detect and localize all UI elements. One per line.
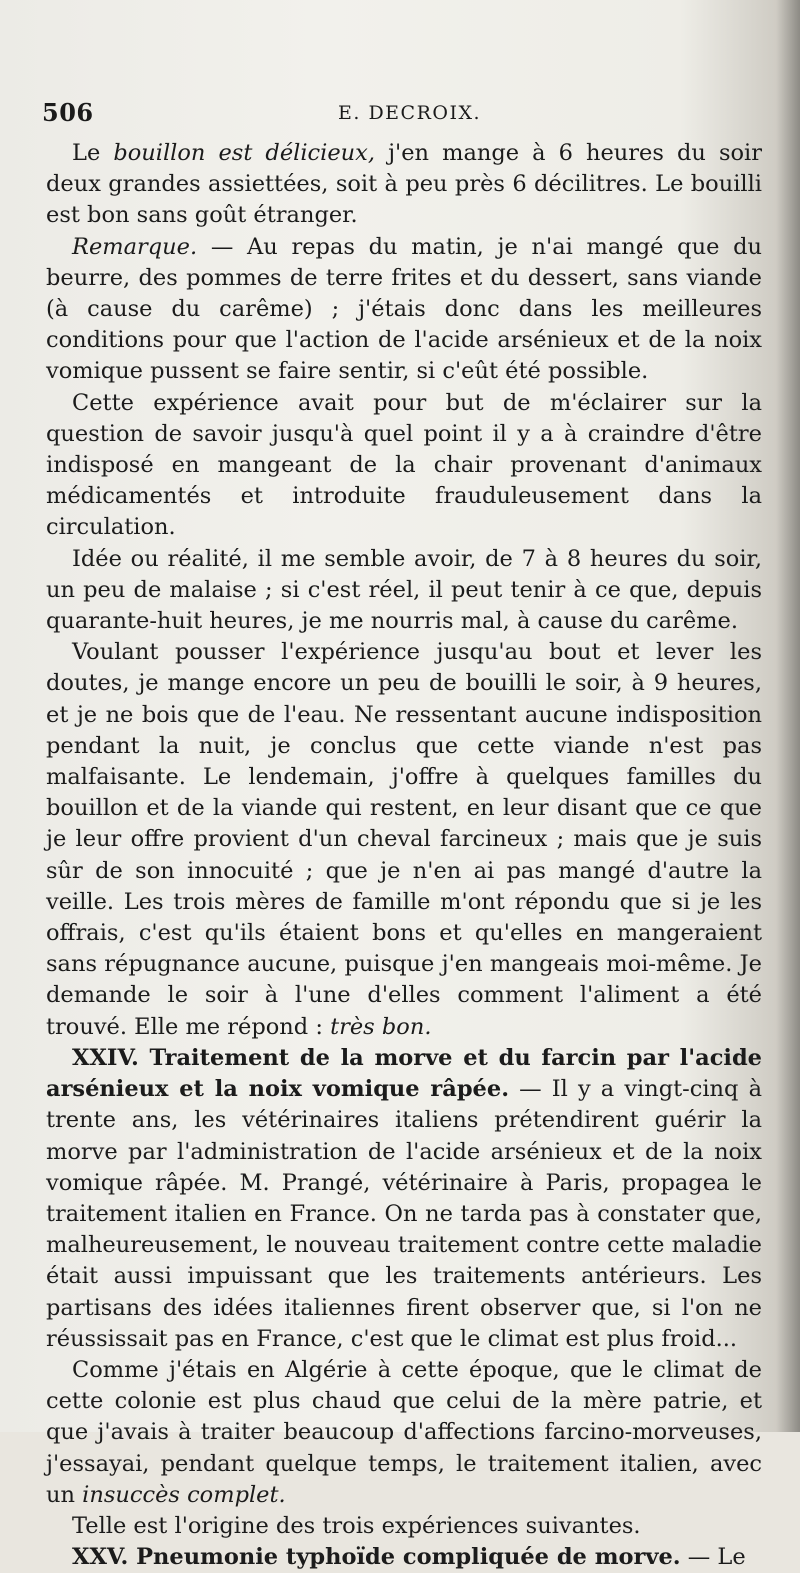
paragraph-experiment-end: Voulant pousser l'expérience jusqu'au bout et lever les doutes, je mange encore un peu de bouilli le soir, à 9 heures, et je ne bois que de l'eau. Ne ressentant aucune indisposition pendant la nuit, je conclus que cette viande n'est pas malfaisante. Le lendemain, j'offre à quelques familles du bouillon et de la viande qui restent, en leur disant que ce que je leur offre provient d'un cheval farcineux ; mais que je suis sûr de son innocuité ; que je n'en ai pas mangé d'autre la veille. Les trois mères de famille m'ont répondu que si je les offrais, c'est qu'ils étaient bons et qu'elles en mangeraient sans répugnance aucune, puisque j'en mangeais moi-même. Je demande le soir à l'une d'elles comment l'aliment a été trouvé. Elle me répond : très bon. bbox=[46, 639, 762, 1040]
paragraph-algerie: Comme j'étais en Algérie à cette époque, que le climat de cette colonie est plus chaud que celui de la mère patrie, et que j'avais à traiter beaucoup d'affections farcino-morveuses, j'essayai, pendant quelque temps, le traitement italien, avec un insuccès complet. bbox=[46, 1356, 762, 1508]
paragraph-origin: Telle est l'origine des trois expériences suivantes. bbox=[72, 1512, 641, 1539]
paragraph-bouillon: Le bouillon est délicieux, j'en mange à 6 heures du soir deux grandes assiettées, soit à peu près 6 décilitres. Le bouilli est bon sans goût étranger. bbox=[46, 140, 762, 229]
section-heading: XXIV. Traitement de la morve et du farcin par l'acide arsénieux et la noix vomique râpée. bbox=[46, 1044, 762, 1103]
running-head: E. DECROIX. bbox=[338, 102, 482, 124]
paragraph-purpose: Cette expérience avait pour but de m'éclairer sur la question de savoir jusqu'à quel point il y a à craindre d'être indisposé en mangeant de la chair provenant d'animaux médicamentés et introduite frauduleusement dans la circulation. bbox=[46, 389, 762, 541]
remark-label: Remarque. bbox=[72, 233, 198, 260]
paragraph-remarque: Remarque. — Au repas du matin, je n'ai mangé que du beurre, des pommes de terre frites et du dessert, sans viande (à cause du carême) ; j'étais donc dans les meilleures conditions pour que l'action de l'acide arsénieux et de la noix vomique pussent se faire sentir, si c'eût été possible. bbox=[46, 233, 762, 385]
page-number: 506 bbox=[42, 98, 94, 127]
emphasis: très bon. bbox=[330, 1013, 432, 1040]
emphasis: bouillon est délicieux, bbox=[113, 140, 375, 166]
body-text bbox=[46, 138, 762, 1573]
paragraph-malaise: Idée ou réalité, il me semble avoir, de 7 à 8 heures du soir, un peu de malaise ; si c'est réel, il peut tenir à ce que, depuis quarante-huit heures, je me nourris mal, à cause du carême. bbox=[46, 545, 762, 635]
page-header bbox=[42, 98, 762, 134]
emphasis: insuccès complet. bbox=[82, 1481, 286, 1508]
section-xxv: XXV. Pneumonie typhoïde compliquée de morve. — Le bbox=[72, 1544, 746, 1571]
section-xxiv: XXIV. Traitement de la morve et du farcin par l'acide arsénieux et la noix vomique râpée. — Il y a vingt-cinq à trente ans, les vétérinaires italiens prétendirent guérir la morve par l'administration de l'acide arsénieux et de la noix vomique râpée. M. Prangé, vétérinaire à Paris, propagea le traitement italien en France. On ne tarda pas à constater que, malheureusement, le nouveau traitement contre cette maladie était aussi impuissant que les traitements antérieurs. Les partisans des idées italiennes firent observer que, si l'on ne réussissait pas en France, c'est que le climat est plus froid... bbox=[46, 1044, 762, 1352]
section-heading: XXV. Pneumonie typhoïde compliquée de morve. bbox=[72, 1544, 681, 1571]
